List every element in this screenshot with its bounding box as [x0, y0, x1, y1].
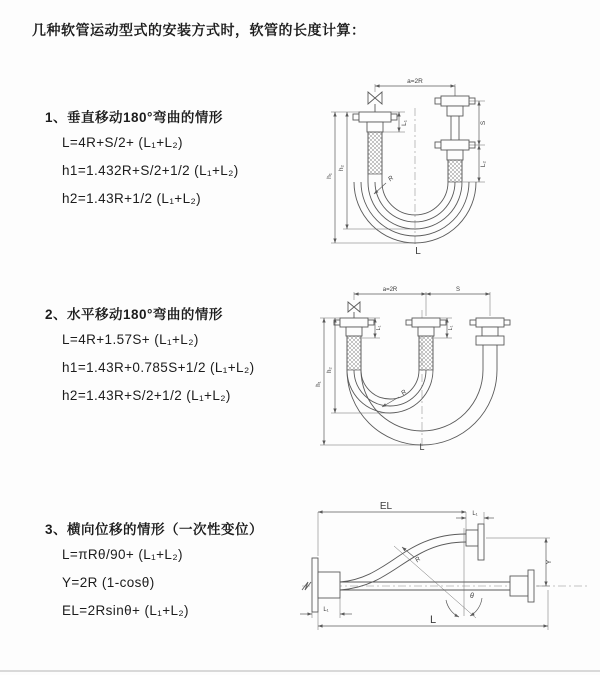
section-2-heading: 2、水平移动180°弯曲的情形	[45, 307, 223, 322]
section-2-formula-h1: h1=1.43R+0.785S+1/2 (L₁+L₂)	[62, 360, 255, 375]
dim-travel	[426, 287, 490, 294]
section-2-formula-h2: h2=1.43R+S/2+1/2 (L₁+L₂)	[62, 388, 231, 403]
left-fitting	[312, 558, 340, 612]
section-lateral-displacement	[45, 518, 264, 618]
section-horizontal-movement	[45, 303, 255, 403]
length-label: L	[429, 614, 437, 626]
section-1-formula-length: L=4R+S/2+ (L₁+L₂)	[62, 135, 183, 150]
diagram-vertical-bend	[313, 70, 543, 260]
dim-heights	[316, 318, 422, 445]
angle-label: θ	[470, 593, 474, 600]
dim-fitting-left-label: L₁	[401, 120, 408, 126]
diagram-lateral-displacement	[298, 498, 598, 648]
diagram-horizontal-bend	[308, 282, 548, 452]
section-3-formula-y: Y=2R (1-cosθ)	[62, 575, 155, 590]
right-fitting	[470, 318, 510, 345]
length-label: L	[419, 442, 425, 452]
section-3-formula-length: L=πRθ/90+ (L₁+L₂)	[62, 547, 183, 562]
section-1-formula-h2: h2=1.43R+1/2 (L₁+L₂)	[62, 191, 202, 206]
radius-leader	[374, 174, 395, 194]
left-fitting	[334, 318, 374, 370]
dim-height2-label: h₂	[327, 367, 333, 373]
dim-fitting-top	[456, 511, 494, 524]
dim-fitting-bottom-label: L₁	[323, 607, 329, 613]
valve-icon	[348, 302, 360, 318]
section-3-heading: 3、横向位移的情形（一次性变位）	[45, 522, 264, 537]
valve-icon	[368, 92, 382, 112]
dim-fitting-mid-label: L₁	[448, 325, 454, 331]
dim-fitting-left-label: L₁	[376, 325, 382, 331]
bend-radius-label: R	[386, 174, 396, 184]
bend-radius-label: R	[399, 388, 409, 398]
section-1-formula-h1: h1=1.432R+S/2+1/2 (L₁+L₂)	[62, 163, 239, 178]
dim-fitting-top-label: L₁	[472, 511, 478, 517]
section-2-formula-length: L=4R+1.57S+ (L₁+L₂)	[62, 332, 199, 347]
dim-extended-label: EL	[379, 501, 393, 512]
dim-travel-label: S	[455, 287, 461, 293]
dim-fitting-right	[463, 145, 487, 182]
dim-extended	[318, 501, 466, 556]
right-fitting	[510, 570, 534, 602]
dim-height1-label: h₁	[326, 173, 333, 179]
page-bottom-edge	[0, 670, 600, 672]
page-title: 几种软管运动型式的安装方式时，软管的长度计算：	[32, 22, 366, 38]
dim-span-label: a=2R	[382, 287, 398, 293]
dim-travel	[469, 101, 487, 145]
dim-travel-label: S	[480, 120, 487, 126]
middle-fitting	[406, 318, 446, 370]
dim-offset-label: Y	[546, 559, 553, 565]
dim-span-label: a=2R	[407, 78, 423, 85]
section-vertical-movement	[45, 106, 239, 206]
section-3-formula-el: EL=2Rsinθ+ (L₁+L₂)	[62, 603, 189, 618]
dim-span-a2r	[375, 78, 455, 96]
radius-leader	[382, 388, 408, 407]
length-label: L	[415, 246, 421, 257]
bend-radius-label: R	[413, 555, 423, 565]
left-fitting	[353, 112, 397, 174]
dim-fitting-bottom	[300, 598, 352, 618]
dim-height1-label: h₁	[316, 381, 322, 387]
upper-fitting	[466, 524, 484, 560]
section-1-heading: 1、垂直移动180°弯曲的情形	[45, 110, 223, 125]
dim-fitting-right-label: L₂	[480, 160, 487, 168]
right-riser	[435, 86, 475, 182]
dim-height2-label: h₂	[338, 164, 345, 172]
